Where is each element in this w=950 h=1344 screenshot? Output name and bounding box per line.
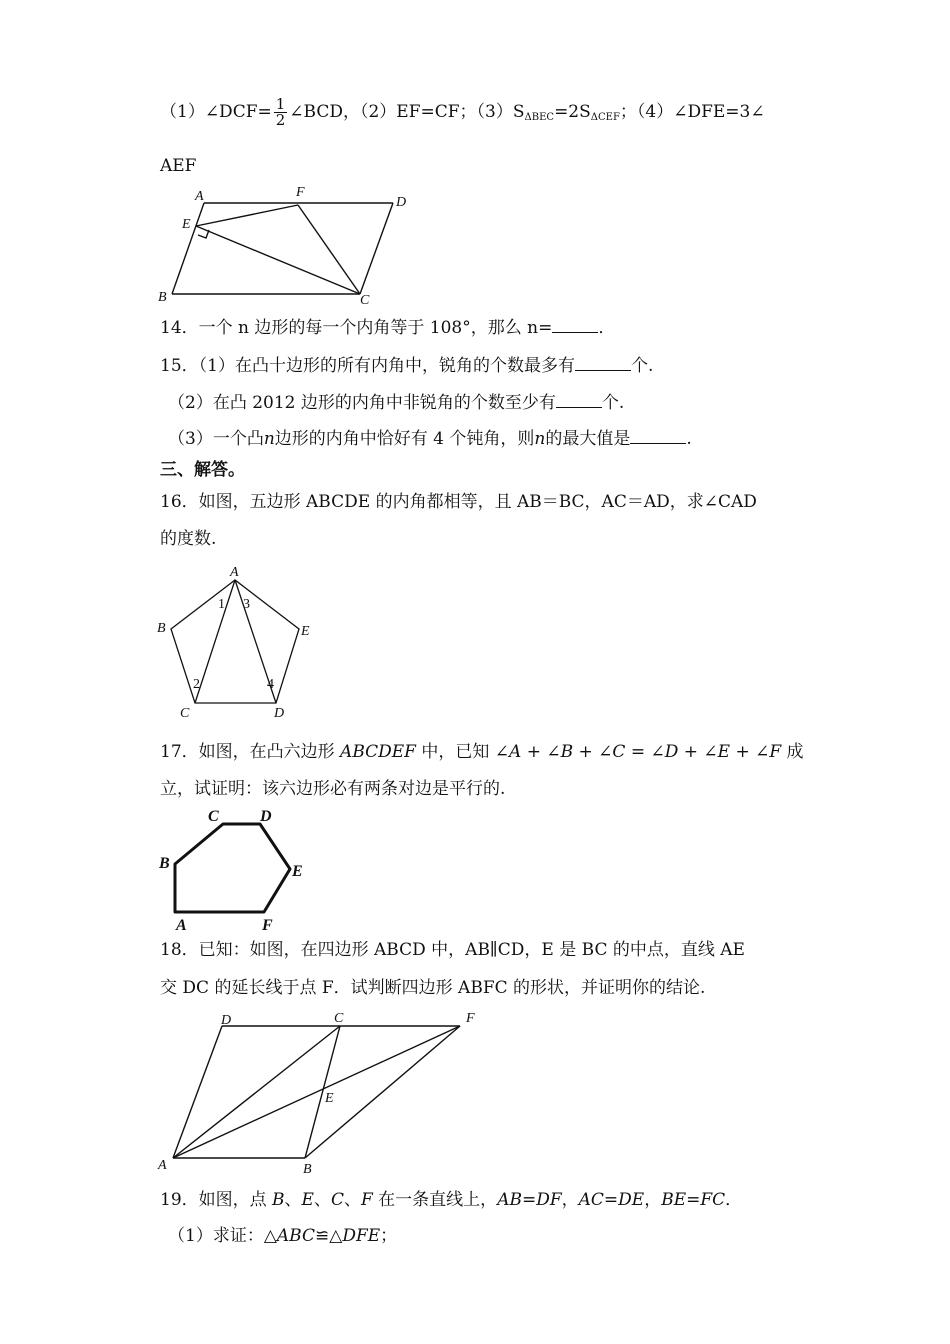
fig2-label-e: E — [301, 624, 310, 639]
figure-quadrilateral-abfc — [150, 1005, 490, 1180]
q18-line2: 交 DC 的延长线于点 F．试判断四边形 ABFC 的形状，并证明你的结论. — [160, 978, 706, 998]
figure-pentagon-abcde — [150, 560, 330, 725]
fig1-label-f: F — [296, 185, 305, 200]
q19-line1-part-5: C — [330, 1190, 344, 1210]
q15-line3-part-0: （3）一个凸 — [168, 429, 264, 449]
q19-line2-part-1: ABC — [276, 1226, 315, 1246]
q19-line1-part-11: AC=DE — [578, 1190, 645, 1210]
fig1-label-c: C — [360, 293, 370, 308]
q13-part3: =2S — [554, 102, 591, 122]
q19-line1-part-7: F — [360, 1190, 373, 1210]
fig2-label-d: D — [274, 706, 285, 721]
q15-part2-blank — [556, 391, 602, 408]
q15-line3-end: . — [686, 429, 692, 449]
q15-line1-end: 个. — [630, 356, 654, 376]
q15-line2-end: 个. — [601, 393, 625, 413]
q19-line1-part-9: AB=DF — [497, 1190, 562, 1210]
q19-line1-part-6: 、 — [343, 1190, 361, 1210]
fig1-label-a: A — [195, 189, 204, 204]
fig2-angle-3: 3 — [243, 597, 250, 612]
q13-subscript-bec: ΔBEC — [524, 112, 555, 123]
fig2-label-b: B — [157, 621, 166, 636]
figure-parallelogram-abcd — [150, 180, 420, 310]
q15-line3-part-4: 的最大值是 — [545, 429, 631, 449]
q15-line3-text — [168, 429, 630, 449]
q15-line3-part-2: 边形的内角中恰好有 4 个钝角，则 — [274, 429, 535, 449]
section-heading: 三、解答。 — [160, 460, 245, 480]
fig4-label-b: B — [303, 1162, 312, 1177]
q18-line1: 18．已知：如图，在四边形 ABCD 中，AB∥CD，E 是 BC 的中点，直线 AE — [160, 940, 745, 960]
fig1-segment-ec — [196, 226, 360, 294]
q19-line1-part-2: 、 — [284, 1190, 302, 1210]
q17-line1-part-3: ∠A + ∠B + ∠C = ∠D + ∠E + ∠F — [494, 742, 782, 762]
q15-line1 — [160, 354, 653, 378]
q15-part1-blank — [575, 354, 631, 371]
q19-line2-part-0: （1）求证：△ — [168, 1226, 277, 1246]
fig4-segment-af — [173, 1026, 460, 1158]
q13-statement-line — [160, 97, 765, 130]
fig4-segment-bc — [305, 1026, 340, 1158]
q13-part1: （1）∠DCF= — [160, 102, 272, 122]
q19-line1-text — [160, 1190, 742, 1210]
q13-part2: ∠BCD，（2）EF=CF；（3）S — [289, 102, 525, 122]
q17-line1-text — [160, 742, 804, 762]
q19-line2 — [168, 1224, 397, 1248]
fig2-pentagon-outline — [171, 580, 299, 703]
fig3-label-a: A — [176, 917, 187, 934]
q19-line1-part-1: B — [272, 1190, 285, 1210]
fig1-segment-ef — [196, 205, 298, 226]
q17-line1-part-0: 17．如图，在凸六边形 — [160, 742, 341, 762]
fig3-label-f: F — [262, 917, 273, 934]
fig4-label-c: C — [334, 1011, 344, 1026]
fig2-label-c: C — [180, 706, 190, 721]
fig1-label-e: E — [182, 217, 191, 232]
q19-line1-part-8: 在一条直线上， — [372, 1190, 498, 1210]
fig3-label-e: E — [292, 863, 303, 880]
q15-line3 — [168, 427, 692, 451]
q19-line2-part-3: DFE — [342, 1226, 381, 1246]
q17-line1-part-4: 成 — [781, 742, 804, 762]
fig4-label-a: A — [158, 1158, 167, 1173]
q19-line1-part-4: 、 — [313, 1190, 331, 1210]
q13-subscript-cef: ΔCEF — [590, 112, 620, 123]
q15-line2 — [168, 391, 624, 415]
fig2-angle-2: 2 — [193, 677, 200, 692]
q15-line1-text: 15．（1）在凸十边形的所有内角中，锐角的个数最多有 — [160, 356, 575, 376]
q15-line3-part-3: n — [534, 429, 546, 449]
q19-line2-part-2: ≌△ — [314, 1226, 343, 1246]
q15-line2-text: （2）在凸 2012 边形的内角中非锐角的个数至少有 — [168, 393, 556, 413]
q13-fraction — [274, 97, 288, 128]
q13-part4: ；（4）∠DFE=3∠ — [619, 102, 765, 122]
q19-line1-part-0: 19．如图，点 — [160, 1190, 273, 1210]
q17-line1-part-1: ABCDEF — [340, 742, 416, 762]
q17-line2: 立，试证明：该六边形必有两条对边是平行的. — [160, 779, 506, 799]
q13-continuation: AEF — [160, 156, 197, 176]
q19-line2-part-4: ； — [380, 1226, 398, 1246]
figure-hexagon-abcdef — [150, 800, 320, 935]
q19-line1-part-12: ， — [644, 1190, 662, 1210]
q19-line1-part-3: E — [301, 1190, 314, 1210]
fig3-label-d: D — [260, 808, 272, 825]
q13-fraction-numerator: 1 — [275, 95, 286, 113]
q19-line2-text — [168, 1226, 397, 1246]
q17-line1-part-2: 中，已知 — [415, 742, 495, 762]
q17-line1 — [160, 740, 804, 764]
q19-line1 — [160, 1188, 742, 1212]
fig2-diagonal-ac — [195, 580, 235, 703]
fig2-angle-1: 1 — [218, 597, 225, 612]
q14-answer-blank — [552, 316, 598, 333]
q14-end: ． — [598, 318, 616, 338]
fig1-label-d: D — [396, 195, 407, 210]
fig3-label-c: C — [208, 808, 219, 825]
fig1-side-dc — [360, 203, 393, 294]
q19-line1-part-10: ， — [561, 1190, 579, 1210]
fig4-label-d: D — [221, 1013, 232, 1028]
fig3-label-b: B — [159, 855, 170, 872]
q14-line — [160, 316, 615, 340]
q19-line1-part-13: BE=FC — [661, 1190, 726, 1210]
q19-line1-part-14: ． — [725, 1190, 743, 1210]
q14-text: 14．一个 n 边形的每一个内角等于 108°，那么 n= — [160, 318, 553, 338]
fig1-label-b: B — [158, 290, 167, 305]
q15-line3-part-1: n — [263, 429, 275, 449]
q15-part3-blank — [630, 427, 686, 444]
q13-fraction-denominator: 2 — [275, 111, 286, 129]
fig2-label-a: A — [230, 565, 239, 580]
fig4-label-e: E — [325, 1091, 334, 1106]
fig4-label-f: F — [466, 1011, 475, 1026]
q16-line2: 的度数. — [160, 529, 217, 549]
fig2-angle-4: 4 — [267, 677, 274, 692]
q16-line1: 16．如图，五边形 ABCDE 的内角都相等，且 AB＝BC，AC＝AD，求∠CAD — [160, 492, 757, 512]
fig3-hexagon-outline — [175, 824, 290, 912]
